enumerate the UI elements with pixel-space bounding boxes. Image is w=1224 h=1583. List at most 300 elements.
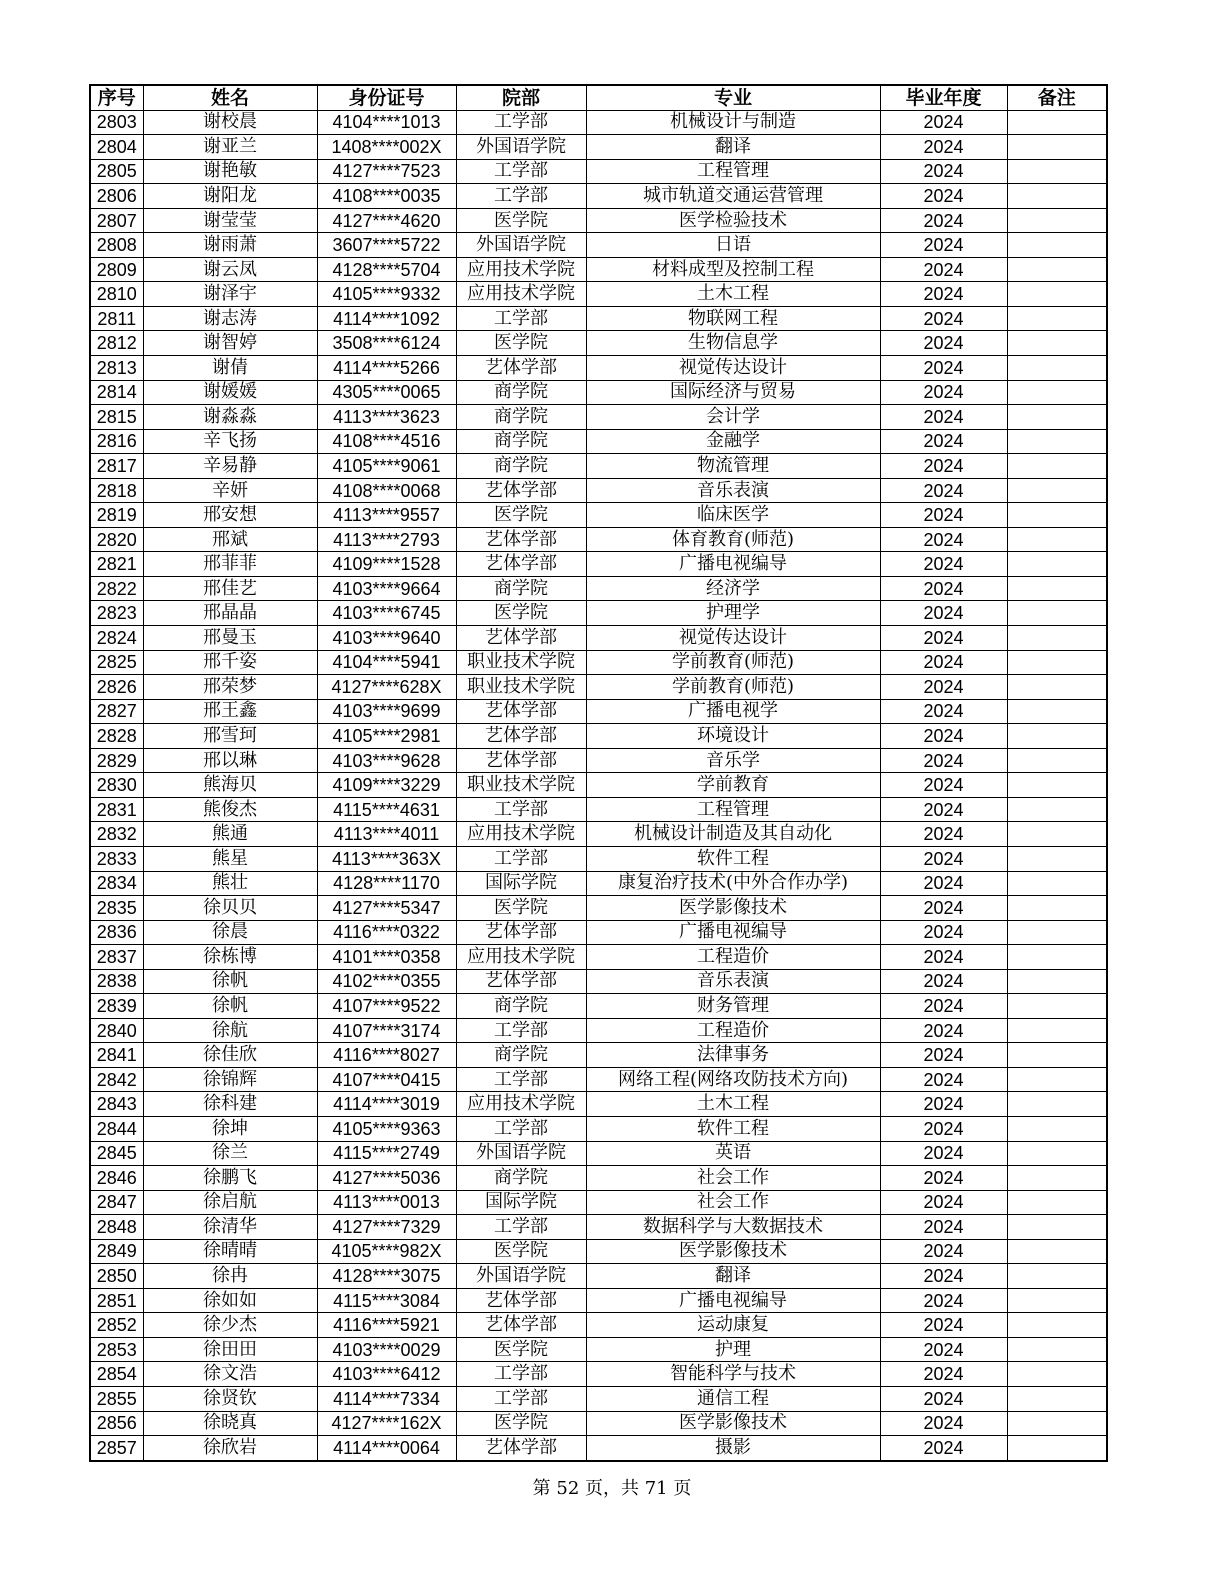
cell-id-number: 4105****9332 bbox=[317, 282, 456, 307]
cell-id-number: 4115****3084 bbox=[317, 1288, 456, 1313]
cell-graduation-year: 2024 bbox=[880, 896, 1007, 921]
cell-seq: 2832 bbox=[90, 822, 143, 847]
cell-id-number: 4109****3229 bbox=[317, 773, 456, 798]
cell-remarks bbox=[1007, 1092, 1107, 1117]
cell-id-number: 4105****2981 bbox=[317, 724, 456, 749]
cell-major: 社会工作 bbox=[586, 1190, 880, 1215]
cell-seq: 2805 bbox=[90, 159, 143, 184]
cell-graduation-year: 2024 bbox=[880, 1386, 1007, 1411]
table-row bbox=[90, 184, 1107, 209]
table-row bbox=[90, 846, 1107, 871]
cell-department: 医学院 bbox=[456, 503, 586, 528]
cell-graduation-year: 2024 bbox=[880, 1264, 1007, 1289]
cell-major: 临床医学 bbox=[586, 503, 880, 528]
cell-major: 工程造价 bbox=[586, 1018, 880, 1043]
cell-remarks bbox=[1007, 135, 1107, 160]
cell-seq: 2852 bbox=[90, 1313, 143, 1338]
cell-graduation-year: 2024 bbox=[880, 797, 1007, 822]
cell-name: 谢志涛 bbox=[143, 306, 317, 331]
cell-name: 熊壮 bbox=[143, 871, 317, 896]
cell-graduation-year: 2024 bbox=[880, 1141, 1007, 1166]
cell-id-number: 4107****9522 bbox=[317, 994, 456, 1019]
cell-major: 日语 bbox=[586, 233, 880, 258]
cell-id-number: 4103****6745 bbox=[317, 601, 456, 626]
cell-seq: 2810 bbox=[90, 282, 143, 307]
cell-major: 音乐表演 bbox=[586, 969, 880, 994]
cell-graduation-year: 2024 bbox=[880, 601, 1007, 626]
table-row bbox=[90, 135, 1107, 160]
cell-name: 邢菲菲 bbox=[143, 552, 317, 577]
cell-id-number: 4113****2793 bbox=[317, 527, 456, 552]
cell-remarks bbox=[1007, 380, 1107, 405]
cell-department: 外国语学院 bbox=[456, 1141, 586, 1166]
cell-department: 艺体学部 bbox=[456, 724, 586, 749]
cell-id-number: 4103****9640 bbox=[317, 626, 456, 651]
cell-major: 金融学 bbox=[586, 429, 880, 454]
table-row bbox=[90, 1092, 1107, 1117]
cell-seq: 2817 bbox=[90, 454, 143, 479]
cell-department: 工学部 bbox=[456, 306, 586, 331]
cell-department: 艺体学部 bbox=[456, 1436, 586, 1461]
cell-department: 工学部 bbox=[456, 159, 586, 184]
header-graduation-year: 毕业年度 bbox=[880, 85, 1007, 110]
cell-graduation-year: 2024 bbox=[880, 945, 1007, 970]
cell-graduation-year: 2024 bbox=[880, 110, 1007, 135]
table-row bbox=[90, 1043, 1107, 1068]
cell-seq: 2829 bbox=[90, 748, 143, 773]
cell-id-number: 4104****1013 bbox=[317, 110, 456, 135]
cell-major: 土木工程 bbox=[586, 1092, 880, 1117]
cell-name: 徐佳欣 bbox=[143, 1043, 317, 1068]
cell-name: 谢倩 bbox=[143, 356, 317, 381]
cell-major: 体育教育(师范) bbox=[586, 527, 880, 552]
cell-graduation-year: 2024 bbox=[880, 331, 1007, 356]
cell-id-number: 4107****0415 bbox=[317, 1067, 456, 1092]
table-row bbox=[90, 650, 1107, 675]
table-row bbox=[90, 1288, 1107, 1313]
page-footer: 第 52 页，共 71 页 bbox=[532, 1478, 692, 1499]
cell-remarks bbox=[1007, 552, 1107, 577]
cell-remarks bbox=[1007, 1337, 1107, 1362]
cell-name: 邢以琳 bbox=[143, 748, 317, 773]
cell-major: 物流管理 bbox=[586, 454, 880, 479]
cell-graduation-year: 2024 bbox=[880, 699, 1007, 724]
cell-id-number: 4113****4011 bbox=[317, 822, 456, 847]
table-row bbox=[90, 1116, 1107, 1141]
cell-seq: 2843 bbox=[90, 1092, 143, 1117]
cell-id-number: 4103****0029 bbox=[317, 1337, 456, 1362]
cell-department: 医学院 bbox=[456, 896, 586, 921]
cell-graduation-year: 2024 bbox=[880, 208, 1007, 233]
cell-seq: 2850 bbox=[90, 1264, 143, 1289]
cell-remarks bbox=[1007, 1067, 1107, 1092]
cell-major: 摄影 bbox=[586, 1436, 880, 1461]
cell-id-number: 4114****1092 bbox=[317, 306, 456, 331]
cell-name: 徐坤 bbox=[143, 1116, 317, 1141]
cell-name: 徐文浩 bbox=[143, 1362, 317, 1387]
cell-major: 音乐学 bbox=[586, 748, 880, 773]
cell-name: 辛飞扬 bbox=[143, 429, 317, 454]
table-row bbox=[90, 1166, 1107, 1191]
cell-department: 商学院 bbox=[456, 1043, 586, 1068]
table-row bbox=[90, 896, 1107, 921]
cell-seq: 2830 bbox=[90, 773, 143, 798]
cell-department: 艺体学部 bbox=[456, 527, 586, 552]
cell-graduation-year: 2024 bbox=[880, 1116, 1007, 1141]
cell-seq: 2809 bbox=[90, 257, 143, 282]
cell-department: 医学院 bbox=[456, 1337, 586, 1362]
cell-graduation-year: 2024 bbox=[880, 1043, 1007, 1068]
cell-id-number: 4127****7523 bbox=[317, 159, 456, 184]
cell-name: 邢佳艺 bbox=[143, 576, 317, 601]
cell-major: 工程管理 bbox=[586, 797, 880, 822]
cell-major: 物联网工程 bbox=[586, 306, 880, 331]
cell-major: 工程管理 bbox=[586, 159, 880, 184]
cell-department: 艺体学部 bbox=[456, 748, 586, 773]
cell-seq: 2835 bbox=[90, 896, 143, 921]
cell-seq: 2855 bbox=[90, 1386, 143, 1411]
cell-major: 学前教育(师范) bbox=[586, 650, 880, 675]
cell-major: 土木工程 bbox=[586, 282, 880, 307]
cell-seq: 2842 bbox=[90, 1067, 143, 1092]
cell-major: 医学检验技术 bbox=[586, 208, 880, 233]
cell-major: 翻译 bbox=[586, 1264, 880, 1289]
cell-graduation-year: 2024 bbox=[880, 1092, 1007, 1117]
cell-remarks bbox=[1007, 405, 1107, 430]
cell-name: 徐科建 bbox=[143, 1092, 317, 1117]
cell-id-number: 4101****0358 bbox=[317, 945, 456, 970]
cell-graduation-year: 2024 bbox=[880, 159, 1007, 184]
cell-major: 翻译 bbox=[586, 135, 880, 160]
cell-name: 徐贝贝 bbox=[143, 896, 317, 921]
cell-name: 谢云凤 bbox=[143, 257, 317, 282]
cell-graduation-year: 2024 bbox=[880, 1239, 1007, 1264]
cell-department: 工学部 bbox=[456, 797, 586, 822]
cell-name: 熊通 bbox=[143, 822, 317, 847]
cell-seq: 2851 bbox=[90, 1288, 143, 1313]
table-row bbox=[90, 1141, 1107, 1166]
cell-graduation-year: 2024 bbox=[880, 356, 1007, 381]
cell-remarks bbox=[1007, 503, 1107, 528]
cell-name: 辛易静 bbox=[143, 454, 317, 479]
cell-seq: 2818 bbox=[90, 478, 143, 503]
cell-seq: 2853 bbox=[90, 1337, 143, 1362]
cell-department: 工学部 bbox=[456, 1215, 586, 1240]
cell-remarks bbox=[1007, 626, 1107, 651]
cell-remarks bbox=[1007, 478, 1107, 503]
cell-seq: 2826 bbox=[90, 675, 143, 700]
cell-department: 工学部 bbox=[456, 184, 586, 209]
cell-id-number: 4127****7329 bbox=[317, 1215, 456, 1240]
cell-name: 徐清华 bbox=[143, 1215, 317, 1240]
cell-seq: 2846 bbox=[90, 1166, 143, 1191]
cell-seq: 2838 bbox=[90, 969, 143, 994]
cell-id-number: 4128****5704 bbox=[317, 257, 456, 282]
cell-name: 徐晓真 bbox=[143, 1411, 317, 1436]
cell-department: 医学院 bbox=[456, 208, 586, 233]
header-remarks: 备注 bbox=[1007, 85, 1107, 110]
cell-department: 医学院 bbox=[456, 601, 586, 626]
cell-remarks bbox=[1007, 1386, 1107, 1411]
table-row bbox=[90, 969, 1107, 994]
cell-name: 徐鹏飞 bbox=[143, 1166, 317, 1191]
cell-remarks bbox=[1007, 650, 1107, 675]
cell-id-number: 4127****5347 bbox=[317, 896, 456, 921]
cell-remarks bbox=[1007, 159, 1107, 184]
table-row bbox=[90, 257, 1107, 282]
cell-major: 通信工程 bbox=[586, 1386, 880, 1411]
cell-major: 广播电视编导 bbox=[586, 920, 880, 945]
cell-graduation-year: 2024 bbox=[880, 1067, 1007, 1092]
table-row bbox=[90, 601, 1107, 626]
cell-department: 艺体学部 bbox=[456, 1288, 586, 1313]
cell-name: 熊海贝 bbox=[143, 773, 317, 798]
table-row bbox=[90, 159, 1107, 184]
cell-graduation-year: 2024 bbox=[880, 969, 1007, 994]
cell-remarks bbox=[1007, 1288, 1107, 1313]
cell-id-number: 4127****5036 bbox=[317, 1166, 456, 1191]
cell-department: 职业技术学院 bbox=[456, 650, 586, 675]
cell-department: 职业技术学院 bbox=[456, 675, 586, 700]
cell-graduation-year: 2024 bbox=[880, 1166, 1007, 1191]
cell-major: 广播电视编导 bbox=[586, 552, 880, 577]
cell-seq: 2823 bbox=[90, 601, 143, 626]
table-row bbox=[90, 724, 1107, 749]
cell-major: 医学影像技术 bbox=[586, 896, 880, 921]
cell-graduation-year: 2024 bbox=[880, 552, 1007, 577]
cell-name: 徐少杰 bbox=[143, 1313, 317, 1338]
cell-department: 工学部 bbox=[456, 846, 586, 871]
cell-remarks bbox=[1007, 920, 1107, 945]
cell-seq: 2827 bbox=[90, 699, 143, 724]
cell-graduation-year: 2024 bbox=[880, 454, 1007, 479]
cell-id-number: 4113****9557 bbox=[317, 503, 456, 528]
graduate-roster-table bbox=[89, 84, 1108, 1462]
cell-department: 应用技术学院 bbox=[456, 282, 586, 307]
header-id-number: 身份证号 bbox=[317, 85, 456, 110]
cell-id-number: 4102****0355 bbox=[317, 969, 456, 994]
cell-department: 医学院 bbox=[456, 331, 586, 356]
cell-seq: 2814 bbox=[90, 380, 143, 405]
cell-seq: 2856 bbox=[90, 1411, 143, 1436]
table-header-row bbox=[90, 85, 1107, 110]
cell-id-number: 4105****9061 bbox=[317, 454, 456, 479]
cell-graduation-year: 2024 bbox=[880, 871, 1007, 896]
cell-remarks bbox=[1007, 356, 1107, 381]
cell-major: 护理 bbox=[586, 1337, 880, 1362]
cell-seq: 2847 bbox=[90, 1190, 143, 1215]
table-row bbox=[90, 1239, 1107, 1264]
cell-department: 外国语学院 bbox=[456, 1264, 586, 1289]
cell-major: 法律事务 bbox=[586, 1043, 880, 1068]
cell-seq: 2849 bbox=[90, 1239, 143, 1264]
table-row bbox=[90, 527, 1107, 552]
cell-remarks bbox=[1007, 1264, 1107, 1289]
header-name: 姓名 bbox=[143, 85, 317, 110]
table-row bbox=[90, 626, 1107, 651]
cell-id-number: 4103****9628 bbox=[317, 748, 456, 773]
cell-department: 商学院 bbox=[456, 994, 586, 1019]
cell-department: 工学部 bbox=[456, 1067, 586, 1092]
cell-graduation-year: 2024 bbox=[880, 773, 1007, 798]
cell-department: 职业技术学院 bbox=[456, 773, 586, 798]
cell-department: 艺体学部 bbox=[456, 969, 586, 994]
cell-id-number: 4108****0035 bbox=[317, 184, 456, 209]
cell-major: 会计学 bbox=[586, 405, 880, 430]
cell-name: 邢曼玉 bbox=[143, 626, 317, 651]
table-row bbox=[90, 282, 1107, 307]
cell-graduation-year: 2024 bbox=[880, 405, 1007, 430]
cell-remarks bbox=[1007, 1411, 1107, 1436]
cell-name: 徐欣岩 bbox=[143, 1436, 317, 1461]
cell-seq: 2812 bbox=[90, 331, 143, 356]
cell-remarks bbox=[1007, 429, 1107, 454]
cell-seq: 2816 bbox=[90, 429, 143, 454]
cell-graduation-year: 2024 bbox=[880, 748, 1007, 773]
cell-seq: 2833 bbox=[90, 846, 143, 871]
cell-id-number: 4103****9664 bbox=[317, 576, 456, 601]
cell-department: 工学部 bbox=[456, 110, 586, 135]
cell-seq: 2822 bbox=[90, 576, 143, 601]
cell-name: 邢斌 bbox=[143, 527, 317, 552]
cell-name: 徐如如 bbox=[143, 1288, 317, 1313]
cell-remarks bbox=[1007, 896, 1107, 921]
cell-department: 应用技术学院 bbox=[456, 945, 586, 970]
table-row bbox=[90, 748, 1107, 773]
table-row bbox=[90, 454, 1107, 479]
table-row bbox=[90, 1215, 1107, 1240]
table-row bbox=[90, 871, 1107, 896]
table-row bbox=[90, 208, 1107, 233]
cell-id-number: 4104****5941 bbox=[317, 650, 456, 675]
cell-major: 英语 bbox=[586, 1141, 880, 1166]
cell-seq: 2806 bbox=[90, 184, 143, 209]
cell-graduation-year: 2024 bbox=[880, 1337, 1007, 1362]
cell-remarks bbox=[1007, 282, 1107, 307]
cell-remarks bbox=[1007, 184, 1107, 209]
cell-id-number: 3508****6124 bbox=[317, 331, 456, 356]
cell-graduation-year: 2024 bbox=[880, 846, 1007, 871]
cell-name: 徐帆 bbox=[143, 994, 317, 1019]
cell-graduation-year: 2024 bbox=[880, 1215, 1007, 1240]
cell-seq: 2857 bbox=[90, 1436, 143, 1461]
cell-graduation-year: 2024 bbox=[880, 282, 1007, 307]
cell-department: 应用技术学院 bbox=[456, 1092, 586, 1117]
cell-id-number: 4113****3623 bbox=[317, 405, 456, 430]
cell-remarks bbox=[1007, 724, 1107, 749]
cell-department: 工学部 bbox=[456, 1386, 586, 1411]
table-row bbox=[90, 773, 1107, 798]
cell-graduation-year: 2024 bbox=[880, 675, 1007, 700]
cell-name: 邢安想 bbox=[143, 503, 317, 528]
cell-major: 机械设计制造及其自动化 bbox=[586, 822, 880, 847]
cell-id-number: 4114****0064 bbox=[317, 1436, 456, 1461]
cell-id-number: 4105****9363 bbox=[317, 1116, 456, 1141]
cell-name: 谢泽宇 bbox=[143, 282, 317, 307]
table-row bbox=[90, 331, 1107, 356]
cell-department: 国际学院 bbox=[456, 871, 586, 896]
cell-id-number: 4115****2749 bbox=[317, 1141, 456, 1166]
cell-graduation-year: 2024 bbox=[880, 1190, 1007, 1215]
cell-remarks bbox=[1007, 1141, 1107, 1166]
table-row bbox=[90, 1190, 1107, 1215]
cell-graduation-year: 2024 bbox=[880, 1362, 1007, 1387]
cell-seq: 2840 bbox=[90, 1018, 143, 1043]
cell-department: 医学院 bbox=[456, 1239, 586, 1264]
cell-graduation-year: 2024 bbox=[880, 576, 1007, 601]
cell-graduation-year: 2024 bbox=[880, 135, 1007, 160]
cell-remarks bbox=[1007, 1215, 1107, 1240]
cell-department: 艺体学部 bbox=[456, 478, 586, 503]
cell-seq: 2821 bbox=[90, 552, 143, 577]
cell-name: 辛妍 bbox=[143, 478, 317, 503]
cell-seq: 2831 bbox=[90, 797, 143, 822]
cell-major: 社会工作 bbox=[586, 1166, 880, 1191]
cell-major: 数据科学与大数据技术 bbox=[586, 1215, 880, 1240]
cell-major: 生物信息学 bbox=[586, 331, 880, 356]
cell-id-number: 4107****3174 bbox=[317, 1018, 456, 1043]
cell-id-number: 4103****6412 bbox=[317, 1362, 456, 1387]
cell-graduation-year: 2024 bbox=[880, 503, 1007, 528]
table-row bbox=[90, 1264, 1107, 1289]
cell-graduation-year: 2024 bbox=[880, 1436, 1007, 1461]
cell-remarks bbox=[1007, 945, 1107, 970]
cell-id-number: 1408****002X bbox=[317, 135, 456, 160]
cell-remarks bbox=[1007, 871, 1107, 896]
cell-name: 熊俊杰 bbox=[143, 797, 317, 822]
cell-department: 工学部 bbox=[456, 1362, 586, 1387]
cell-major: 智能科学与技术 bbox=[586, 1362, 880, 1387]
cell-department: 应用技术学院 bbox=[456, 257, 586, 282]
cell-department: 外国语学院 bbox=[456, 135, 586, 160]
cell-major: 广播电视编导 bbox=[586, 1288, 880, 1313]
cell-id-number: 4113****0013 bbox=[317, 1190, 456, 1215]
cell-graduation-year: 2024 bbox=[880, 994, 1007, 1019]
cell-seq: 2836 bbox=[90, 920, 143, 945]
cell-major: 运动康复 bbox=[586, 1313, 880, 1338]
cell-major: 视觉传达设计 bbox=[586, 626, 880, 651]
table-row bbox=[90, 822, 1107, 847]
cell-remarks bbox=[1007, 773, 1107, 798]
cell-department: 国际学院 bbox=[456, 1190, 586, 1215]
cell-major: 学前教育(师范) bbox=[586, 675, 880, 700]
cell-id-number: 4127****162X bbox=[317, 1411, 456, 1436]
cell-name: 熊星 bbox=[143, 846, 317, 871]
cell-name: 徐晴晴 bbox=[143, 1239, 317, 1264]
cell-seq: 2839 bbox=[90, 994, 143, 1019]
cell-id-number: 4128****3075 bbox=[317, 1264, 456, 1289]
cell-major: 工程造价 bbox=[586, 945, 880, 970]
cell-remarks bbox=[1007, 331, 1107, 356]
cell-major: 音乐表演 bbox=[586, 478, 880, 503]
cell-seq: 2808 bbox=[90, 233, 143, 258]
table-row bbox=[90, 1313, 1107, 1338]
cell-department: 商学院 bbox=[456, 429, 586, 454]
cell-seq: 2820 bbox=[90, 527, 143, 552]
cell-graduation-year: 2024 bbox=[880, 429, 1007, 454]
cell-id-number: 4305****0065 bbox=[317, 380, 456, 405]
cell-id-number: 4116****5921 bbox=[317, 1313, 456, 1338]
cell-remarks bbox=[1007, 1362, 1107, 1387]
cell-remarks bbox=[1007, 699, 1107, 724]
cell-seq: 2813 bbox=[90, 356, 143, 381]
cell-id-number: 4127****4620 bbox=[317, 208, 456, 233]
cell-major: 视觉传达设计 bbox=[586, 356, 880, 381]
cell-graduation-year: 2024 bbox=[880, 257, 1007, 282]
table-row bbox=[90, 478, 1107, 503]
header-department: 院部 bbox=[456, 85, 586, 110]
cell-major: 软件工程 bbox=[586, 1116, 880, 1141]
